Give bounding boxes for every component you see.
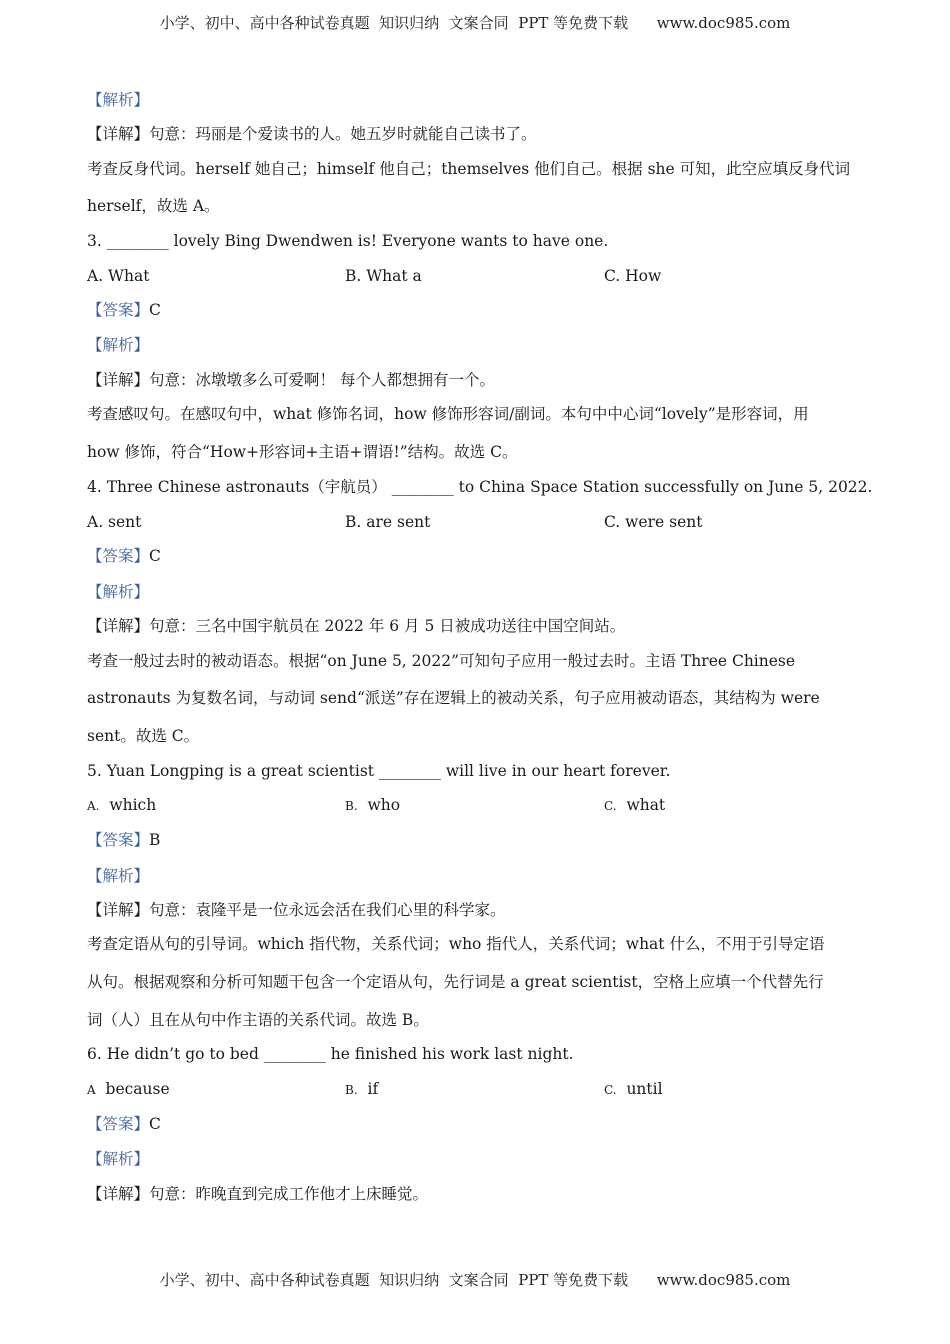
option-letter: B. [345,799,358,813]
question-stem: 3. ________ lovely Bing Dwendwen is! Everyone wants to have one. [87,232,609,250]
detail-line [87,124,537,144]
option-b: B. What a [345,267,422,285]
detail-text: 句意：袁隆平是一位永远会活在我们心里的科学家。 [149,901,506,919]
detail-label: 【详解】 [87,371,150,389]
answer-line [87,830,160,850]
page-header: 小学、初中、高中各种试卷真题 知识归纳 文案合同 PPT 等免费下载 www.doc985.com [159,14,791,32]
option-text: if [367,1080,379,1098]
option-c [604,795,665,816]
detail-line [87,370,495,390]
detail-text: 句意：昨晚直到完成工作他才上床睡觉。 [149,1185,429,1203]
detail-line [87,900,506,920]
option-text: who [367,796,401,814]
explanation-line: sent。故选 C。 [87,727,200,745]
option-letter: A [87,1083,96,1097]
option-letter: C. [604,1083,617,1097]
explanation-line: 考查定语从句的引导词。which 指代物，关系代词；who 指代人，关系代词；what 什么，不用于引导定语 [87,935,825,953]
option-letter: A. [87,799,100,813]
analysis-label: 【解析】 [87,583,150,601]
option-b: B. are sent [345,513,431,531]
option-a: A. sent [87,513,142,531]
explanation-line: how 修饰，符合“How+形容词+主语+谓语!”结构。故选 C。 [87,443,518,461]
explanation-line: 词（人）且在从句中作主语的关系代词。故选 B。 [87,1011,429,1029]
detail-label: 【详解】 [87,1185,150,1203]
option-a: A. What [87,267,150,285]
detail-text: 句意：冰墩墩多么可爱啊！ 每个人都想拥有一个。 [149,371,495,389]
option-c: C. were sent [604,513,703,531]
answer-line [87,546,161,566]
option-text: what [626,796,666,814]
option-text: which [109,796,157,814]
explanation-line: astronauts 为复数名词，与动词 send“派送”存在逻辑上的被动关系，句子应用被动语态，其结构为 were [87,689,820,707]
option-text: until [626,1080,663,1098]
detail-label: 【详解】 [87,901,150,919]
detail-line [87,616,625,636]
answer-line [87,300,161,320]
option-c [604,1079,663,1100]
answer-label: 【答案】 [87,301,150,319]
option-text: because [105,1080,170,1098]
option-a [87,1079,170,1100]
detail-text: 句意：三名中国宇航员在 2022 年 6 月 5 日被成功送往中国空间站。 [149,617,626,635]
question-stem: 6. He didn’t go to bed ________ he finished his work last night. [87,1045,574,1063]
explanation-line: 从句。根据观察和分析可知题干包含一个定语从句，先行词是 a great scientist，空格上应填一个代替先行 [87,973,824,991]
answer-value: C [149,547,161,565]
explanation-line: 考查感叹句。在感叹句中，what 修饰名词，how 修饰形容词/副词。本句中中心词“lovely”是形容词，用 [87,405,809,423]
detail-text: 句意：玛丽是个爱读书的人。她五岁时就能自己读书了。 [149,125,537,143]
option-a [87,795,156,816]
answer-value: C [149,301,161,319]
answer-label: 【答案】 [87,547,150,565]
answer-line [87,1114,161,1134]
option-letter: B. [345,1083,358,1097]
question-stem: 4. Three Chinese astronauts（宇航员） ________ to China Space Station successfully on June 5, 2022. [87,478,873,496]
explanation-line: herself，故选 A。 [87,197,220,215]
detail-label: 【详解】 [87,125,150,143]
analysis-label: 【解析】 [87,1150,150,1168]
detail-line [87,1184,428,1204]
explanation-line: 考查一般过去时的被动语态。根据“on June 5, 2022”可知句子应用一般过去时。主语 Three Chinese [87,652,796,670]
answer-label: 【答案】 [87,831,150,849]
answer-value: B [149,831,161,849]
explanation-line: 考查反身代词。herself 她自己；himself 他自己；themselves 他们自己。根据 she 可知，此空应填反身代词 [87,160,851,178]
detail-label: 【详解】 [87,617,150,635]
analysis-label: 【解析】 [87,91,150,109]
page-footer: 小学、初中、高中各种试卷真题 知识归纳 文案合同 PPT 等免费下载 www.doc985.com [159,1271,791,1289]
answer-label: 【答案】 [87,1115,150,1133]
option-b [345,1079,378,1100]
option-c: C. How [604,267,662,285]
option-b [345,795,400,816]
option-letter: C. [604,799,617,813]
analysis-label: 【解析】 [87,336,150,354]
analysis-label: 【解析】 [87,867,150,885]
question-stem: 5. Yuan Longping is a great scientist ________ will live in our heart forever. [87,762,671,780]
answer-value: C [149,1115,161,1133]
